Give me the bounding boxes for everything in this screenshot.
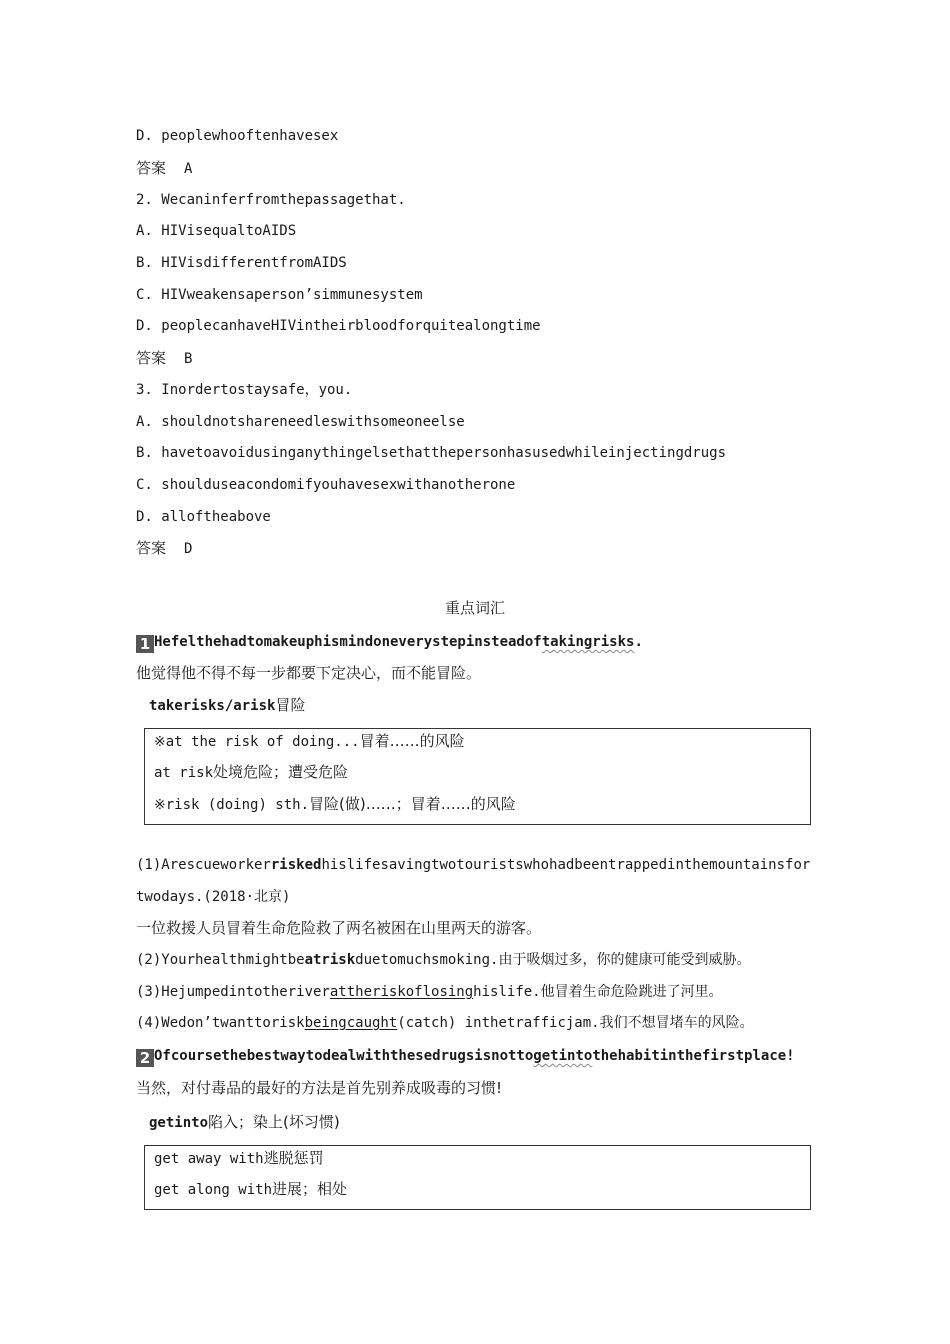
section-title: 重点词汇: [444, 599, 505, 617]
key-phrase: takingrisks: [541, 634, 635, 650]
vocab-item-1-term: takerisks/arisk冒险: [149, 696, 306, 714]
q1-answer: A: [184, 161, 193, 177]
item-number-badge: 2: [136, 1049, 154, 1067]
q2-option-a: A. HIVisequaltoAIDS: [136, 223, 297, 239]
example-3: (3)Hejumpedintotheriverattheriskoflosinghislife.他冒着生命危险跳进了河里。: [136, 984, 723, 1000]
key-phrase: getinto: [533, 1048, 593, 1064]
q3-option-c: C. shoulduseacondomifyouhavesexwithanotherone: [136, 477, 516, 493]
answer-label: 答案: [136, 539, 167, 557]
answer-label: 答案: [136, 159, 167, 177]
vocab-item-2-sentence: 2 Ofcoursethebestwaytodealwiththesedrugsisnottogetintothehabitinthefirstplace!: [136, 1046, 795, 1067]
answer-label: 答案: [136, 349, 167, 367]
q2-option-d: D. peoplecanhaveHIVintheirbloodforquitealongtime: [136, 318, 541, 334]
q3-option-d: D. alloftheabove: [136, 509, 271, 525]
item-number-badge: 1: [136, 635, 154, 653]
vocab-item-1-box: [144, 728, 811, 825]
vocab-item-2-term: getinto陷入；染上(坏习惯): [149, 1113, 340, 1131]
box-row: get away with逃脱惩罚: [154, 1149, 324, 1167]
q1-option-d: D. peoplewhooftenhavesex: [136, 128, 339, 144]
example-1-cont: twodays.(2018·北京): [136, 889, 291, 905]
vocab-item-2-translation: 当然，对付毒品的最好的方法是首先别养成吸毒的习惯!: [136, 1079, 503, 1097]
example-4: (4)Wedon’twanttoriskbeingcaught(catch) inthetrafficjam.我们不想冒堵车的风险。: [136, 1015, 754, 1031]
q1-answer-line: [136, 158, 192, 179]
q2-option-b: B. HIVisdifferentfromAIDS: [136, 255, 347, 271]
q2-answer-line: [136, 348, 192, 369]
q2-option-c: C. HIVweakensaperson’simmunesystem: [136, 287, 423, 303]
q3-answer: D: [184, 541, 193, 557]
box-row: get along with进展；相处: [154, 1180, 348, 1198]
box-row: ※risk (doing) sth.冒险(做)……；冒着……的风险: [154, 795, 516, 813]
vocab-item-2-box: [144, 1145, 811, 1210]
q2-stem: 2. Wecaninferfromthepassagethat.: [136, 192, 406, 208]
q2-answer: B: [184, 351, 193, 367]
box-row: at risk处境危险；遭受危险: [154, 763, 349, 781]
example-2: (2)Yourhealthmightbeatriskduetomuchsmoking.由于吸烟过多，你的健康可能受到威胁。: [136, 952, 751, 968]
example-1: (1)Arescueworkerriskedhislifesavingtwotouristswhohadbeentrappedinthemountainsfor: [136, 857, 811, 873]
q3-answer-line: [136, 538, 192, 559]
vocab-item-1-sentence: 1 Hefelthehadtomakeuphismindoneverystepinsteadoftakingrisks.: [136, 632, 643, 653]
q3-stem: 3. Inordertostaysafe，you.: [136, 382, 353, 398]
example-1-translation: 一位救援人员冒着生命危险救了两名被困在山里两天的游客。: [136, 919, 542, 937]
box-row: ※at the risk of doing...冒着……的风险: [154, 732, 465, 750]
vocab-item-1-translation: 他觉得他不得不每一步都要下定决心，而不能冒险。: [136, 664, 482, 682]
q3-option-b: B. havetoavoidusinganythingelsethatthepersonhasusedwhileinjectingdrugs: [136, 445, 727, 461]
q3-option-a: A. shouldnotshareneedleswithsomeoneelse: [136, 414, 465, 430]
